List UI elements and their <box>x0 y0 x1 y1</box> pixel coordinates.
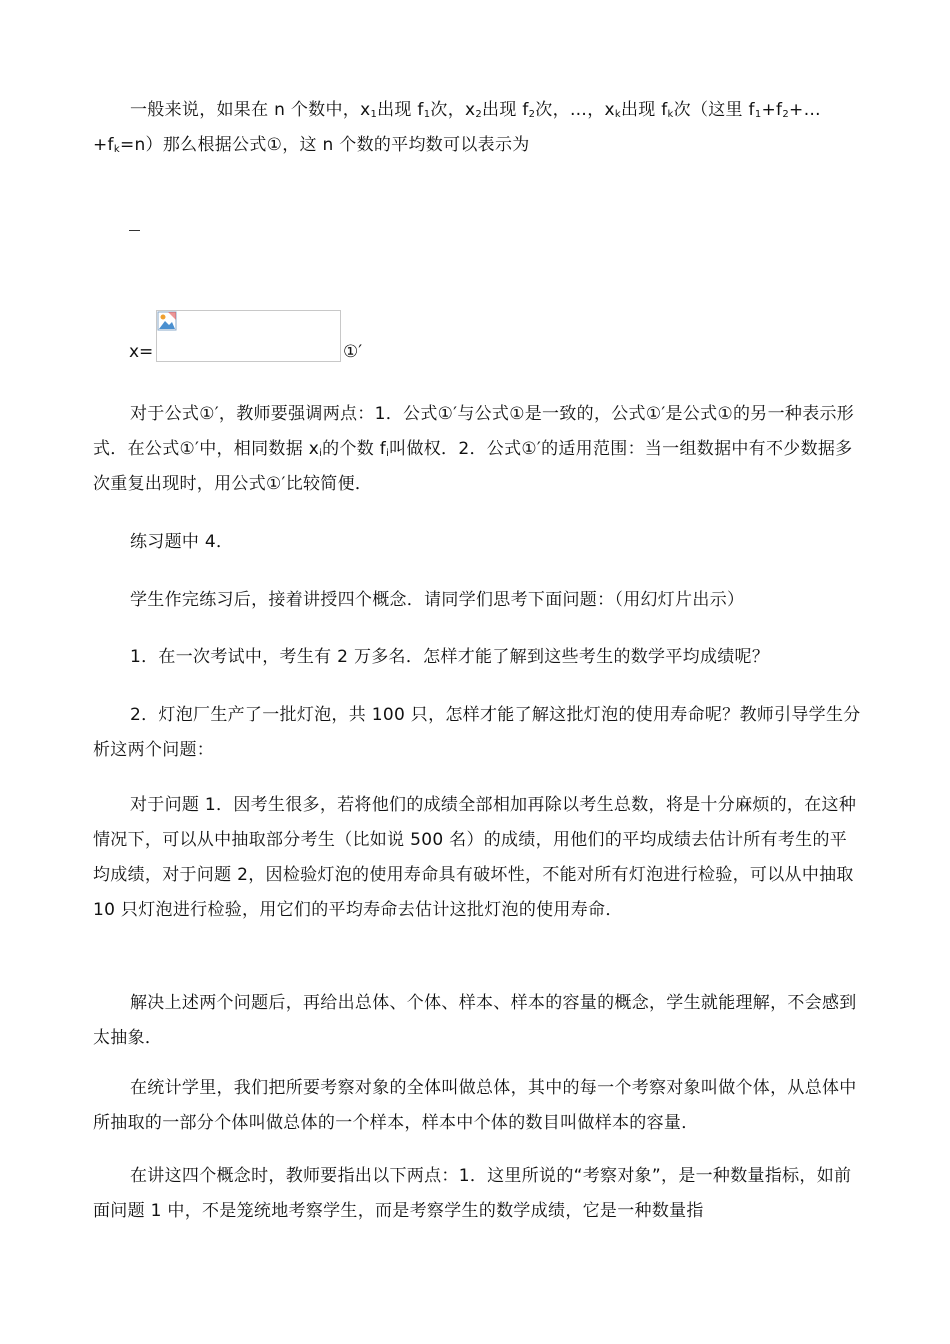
subscript: i <box>319 448 323 459</box>
text-run: +f <box>761 100 783 120</box>
paragraph-question-1: 1．在一次考试中，考生有 2 万多名．怎样才能了解到这些考生的数学平均成绩呢？ <box>130 647 770 667</box>
formula-lhs: x= <box>129 342 154 362</box>
paragraph-definitions: 在统计学里，我们把所要考察对象的全体叫做总体，其中的每一个考察对象叫做个体，从总体中所抽取的一部分个体叫做总体的一个样本，样本中个体的数目叫做样本的容量． <box>93 1078 857 1133</box>
text-run: 次，…，x <box>535 100 615 120</box>
subscript: 1 <box>423 109 431 120</box>
paragraph-four-concepts: 学生作完练习后，接着讲授四个概念．请同学们思考下面问题：（用幻灯片出示） <box>130 590 745 610</box>
subscript: 2 <box>475 109 483 120</box>
formula-label: ①′ <box>343 342 363 362</box>
text-run: 对于公式①′，教师要强调两点：1．公式①′与公式①是一致的，公式①′是公式①的另一种表示形式．在公式①′中，相同数据 x <box>93 404 855 459</box>
subscript: k <box>113 144 120 155</box>
paragraph-two-points: 在讲这四个概念时，教师要指出以下两点：1．这里所说的“考察对象”，是一种数量指标，如前面问题 1 中，不是笼统地考察学生，而是考察学生的数学成绩，它是一种数量指 <box>93 1166 852 1221</box>
text-run: =n）那么根据公式①，这 n 个数的平均数可以表示为 <box>119 135 530 155</box>
text-run: 出现 f <box>377 100 424 120</box>
paragraph-analysis: 对于问题 1．因考生很多，若将他们的成绩全部相加再除以考生总数，将是十分麻烦的，在这种情况下，可以从中抽取部分考生（比如说 500 名）的成绩，用他们的平均成绩去估计所有考生的平均成绩，对于问题 2，因检验灯泡的使用寿命具有破坏性，不能对所有灯泡进行检验，可以从中抽取 10 只灯泡进行检验，用它们的平均寿命去估计这批灯泡的使用寿命． <box>93 795 857 920</box>
text-run: 出现 f <box>482 100 529 120</box>
text-run: 次，x <box>430 100 476 120</box>
paragraph-question-2: 2．灯泡厂生产了一批灯泡，共 100 只，怎样才能了解这批灯泡的使用寿命呢？教师引导学生分析这两个问题： <box>93 705 861 760</box>
formula-image-placeholder <box>156 310 341 362</box>
text-run: 次（这里 f <box>673 100 755 120</box>
subscript: i <box>386 448 390 459</box>
text-run: 一般来说，如果在 n 个数中，x <box>130 100 371 120</box>
subscript: 2 <box>528 109 536 120</box>
subscript: k <box>614 109 621 120</box>
paragraph-weighted-mean-intro <box>93 93 863 163</box>
paragraph-exercise: 练习题中 4． <box>130 532 234 552</box>
subscript: 2 <box>782 109 790 120</box>
text-run: +…+f <box>93 100 821 155</box>
text-run: 叫做权．2．公式①′的适用范围：当一组数据中有不少数据多次重复出现时，用公式①′比较简便． <box>93 439 853 494</box>
subscript: 1 <box>754 109 762 120</box>
paragraph-concepts-intro: 解决上述两个问题后，再给出总体、个体、样本、样本的容量的概念，学生就能理解，不会感到太抽象． <box>93 993 857 1048</box>
text-run: 的个数 f <box>322 439 387 459</box>
broken-image-icon <box>157 311 177 331</box>
subscript: 1 <box>370 109 378 120</box>
paragraph-formula-notes <box>93 397 863 502</box>
text-run: 出现 f <box>620 100 668 120</box>
overline-bar <box>129 230 140 231</box>
subscript: k <box>667 109 674 120</box>
